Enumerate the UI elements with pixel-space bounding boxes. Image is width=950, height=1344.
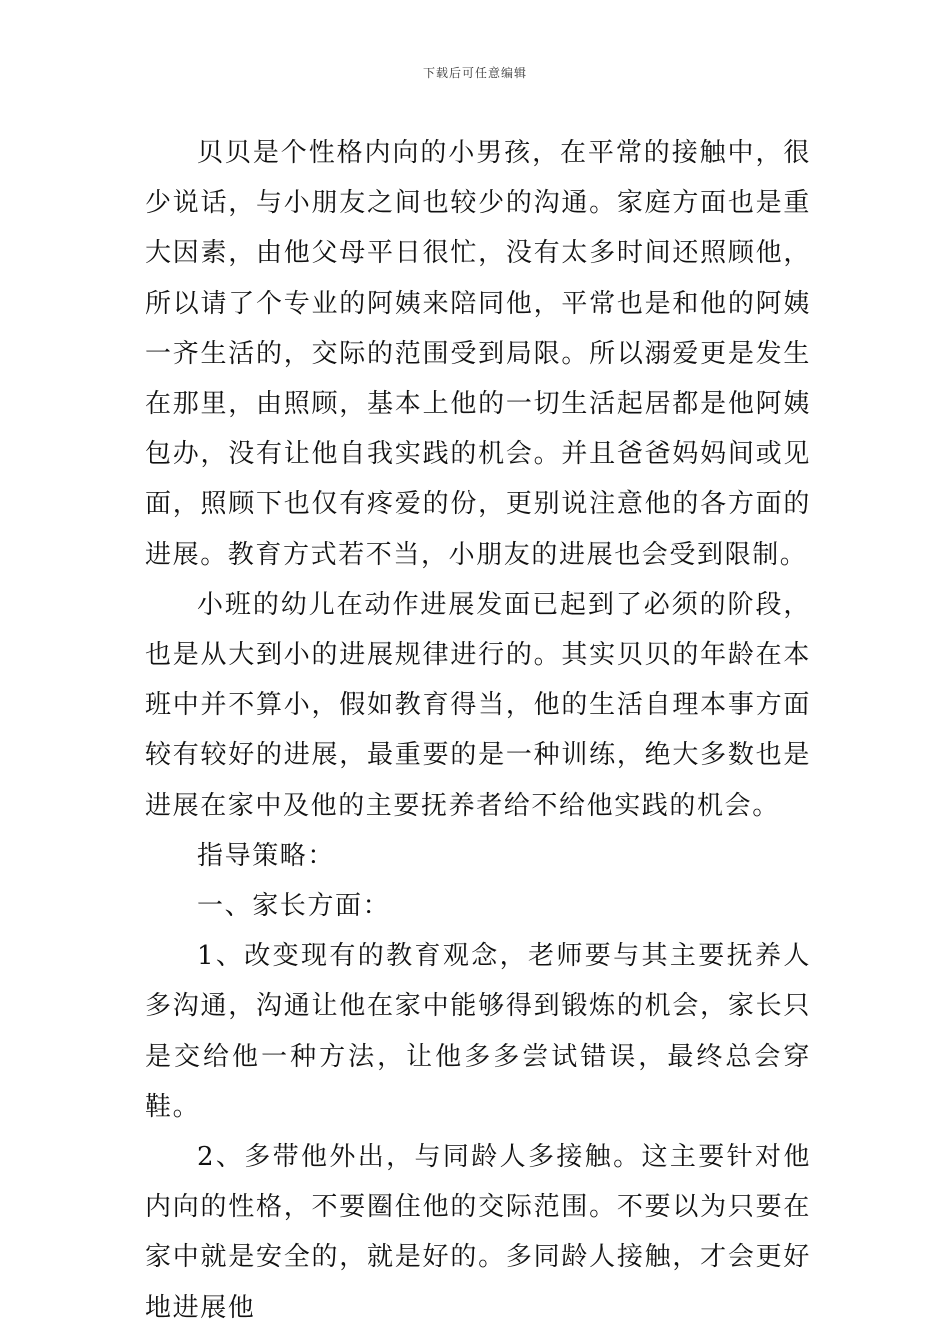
paragraph-background: 贝贝是个性格内向的小男孩，在平常的接触中，很少说话，与小朋友之间也较少的沟通。家庭方面也是重大因素，由他父母平日很忙，没有太多时间还照顾他，所以请了个专业的阿姨来陪同他，平常也是和他的阿姨一齐生活的，交际的范围受到局限。所以溺爱更是发生在那里，由照顾，基本上他的一切生活起居都是他阿姨包办，没有让他自我实践的机会。并且爸爸妈妈间或见面，照顾下也仅有疼爱的份，更别说注意他的各方面的进展。教育方式若不当，小朋友的进展也会受到限制。	[145, 138, 811, 570]
list-item-2: 2、多带他外出，与同龄人多接触。这主要针对他内向的性格，不要圈住他的交际范围。不要以为只要在家中就是安全的，就是好的。多同龄人接触，才会更好地进展他	[145, 1142, 811, 1323]
page-header: 下载后可任意编辑	[422, 66, 527, 80]
heading-parent-aspect: 一、家长方面：	[197, 891, 391, 922]
heading-guidance-strategy: 指导策略：	[197, 840, 336, 871]
paragraph-development: 小班的幼儿在动作进展发面已起到了必须的阶段，也是从大到小的进展规律进行的。其实贝贝的年龄在本班中并不算小，假如教育得当，他的生活自理本事方面较有较好的进展，最重要的是一种训练，绝大多数也是进展在家中及他的主要抚养者给不给他实践的机会。	[145, 589, 811, 821]
list-item-1: 1、改变现有的教育观念，老师要与其主要抚养人多沟通，沟通让他在家中能够得到锻炼的机会，家长只是交给他一种方法，让他多多尝试错误，最终总会穿鞋。	[145, 941, 811, 1122]
document-body	[145, 128, 811, 1333]
